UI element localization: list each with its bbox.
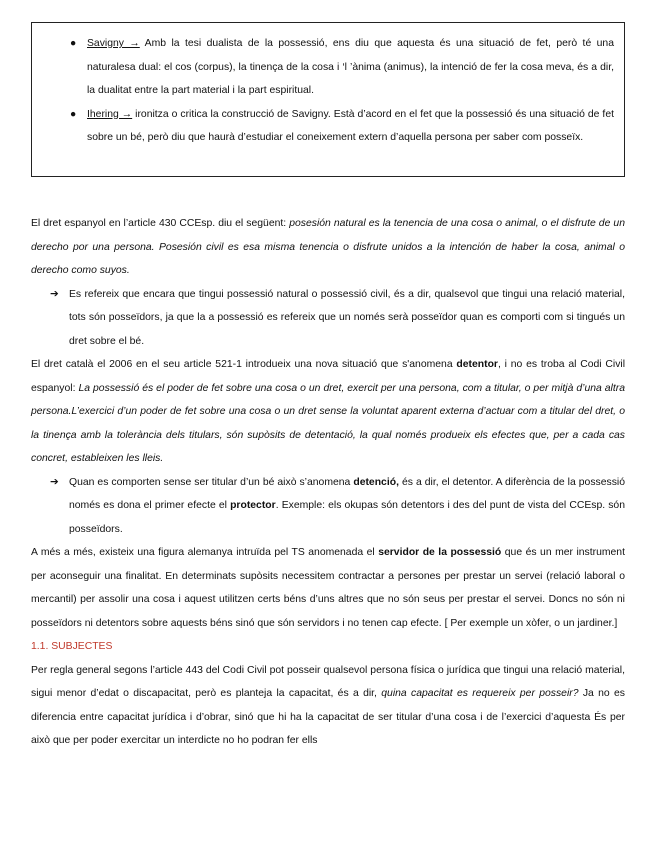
paragraph-servidor [31,541,625,635]
list-item-text: ironitza o critica la construcció de Savigny. Està d’acord en el fet que la possessió és una situació de fet sobre un bé, però diu que haurà d’estudiar el coneixement extern d’aquella persona per saber com posseïx. [87,108,614,143]
arrow-item-text: Es refereix que encara que tingui possessió natural o possessió civil, és a dir, qualsevol que tingui una relació material, tots són posseïdors, ja que la a possessió es refereix que un només serà posseïdor quan es comporti com si tingués un dret sobre el bé. [69,288,625,347]
bullet-list [42,32,614,150]
arrow-item-1 [31,283,625,354]
bold-term: detenció, [353,476,399,488]
paragraph-subjectes [31,659,625,753]
paragraph-text: El dret espanyol en l’article 430 CCEsp. diu el següent: [31,218,290,229]
quoted-text: posesión natural es la tenencia de una cosa o animal, o el disfrute de un derecho por una persona. Posesión civil es esa misma tenencia o disfrute unidos a la intención de haber la cosa, animal o derecho como suyos. [31,218,625,276]
paragraph-text: A més a més, existeix una figura alemanya intruïda pel TS anomenada el [31,547,379,558]
arrow-item-text: Quan es comporten sense ser titular d’un bé això s’anomena [69,476,354,488]
bordered-box [31,22,625,177]
author-name: Savigny → [87,38,140,49]
list-item-text: Amb la tesi dualista de la possessió, ens diu que aquesta és una situació de fet, però té una naturalesa dual: el cos (corpus), la tinença de la cosa i ‘l ’ànima (animus), la intenció de fer la cosa meva, és a dir, la dualitat entre la part material i la part espiritual. [87,38,614,96]
paragraph-text: El dret català el 2006 en el seu article 521-1 introdueix una nova situació que s'anomena [31,359,457,370]
bold-term: detentor [456,359,498,370]
bold-term: servidor de la possessió [378,547,502,558]
arrow-item-2 [31,471,625,542]
bullet-icon: ● [70,108,77,120]
section-heading: 1.1. SUBJECTES [31,641,113,652]
arrow-item-text: . Exemple: els okupas són detentors i des del punt de vista del CCEsp. són posseïdors. [69,500,625,535]
list-item-savigny [42,32,614,103]
paragraph-dret-catala [31,353,625,471]
bullet-icon: ● [70,38,77,49]
paragraph-text: que és un mer instrument per aconseguir una finalitat. En determinats supòsits necessitem contractar a persones per prestar un servei (relació laboral o mercantil) per assolir una cosa i aquest utilitzen certs béns d’uns altres que no són seus per prestar el servei. Doncs no són ni posseïdors ni detentors sobre aquests béns sinó que són servidors i no tenen cap efecte. [ Per exemple un xòfer, o un jardiner.] [31,547,625,629]
document-page [31,22,625,753]
arrow-item-text: és a dir, el detentor. A diferència de la possessió només es dona el primer efecte el [69,476,625,511]
paragraph-text: , i no es troba al Codi Civil espanyol: [31,359,626,394]
paragraph-text: Per regla general segons l’article 443 del Codi Civil pot posseir qualsevol persona física o jurídica que tingui una relació material, sigui menor d’edat o discapacitat, però es planteja la capacitat, és a dir, [31,664,625,699]
paragraph-dret-espanyol [31,212,625,283]
list-item-ihering [42,103,614,150]
arrow-right-icon: ➔ [50,476,59,488]
paragraph-text: Ja no es diferencia entre capacitat jurídica i d’obrar, sinó que hi ha la capacitat de ser titular d’una cosa i de l’exercici d’aquesta És per això que per poder exercitar un interdicte no ho podran fer ells [31,688,626,746]
author-name: Ihering → [87,108,133,120]
arrow-right-icon: ➔ [50,288,59,300]
quoted-text: La possessió és el poder de fet sobre una cosa o un dret, exercit per una persona, com a titular, o per mitjà d’una altra persona.L’exercici d’un poder de fet sobre una cosa o un dret sense la voluntat aparent externa d’actuar com a titular del dret, o la tinença amb la tolerància dels titulars, són supòsits de detentació, la qual només produeix els efectes que, per a cada cas concret, estableixen les lleis. [31,382,625,464]
quoted-text: quina capacitat es requereix per posseir? [381,688,579,699]
bold-term: protector [230,500,276,511]
